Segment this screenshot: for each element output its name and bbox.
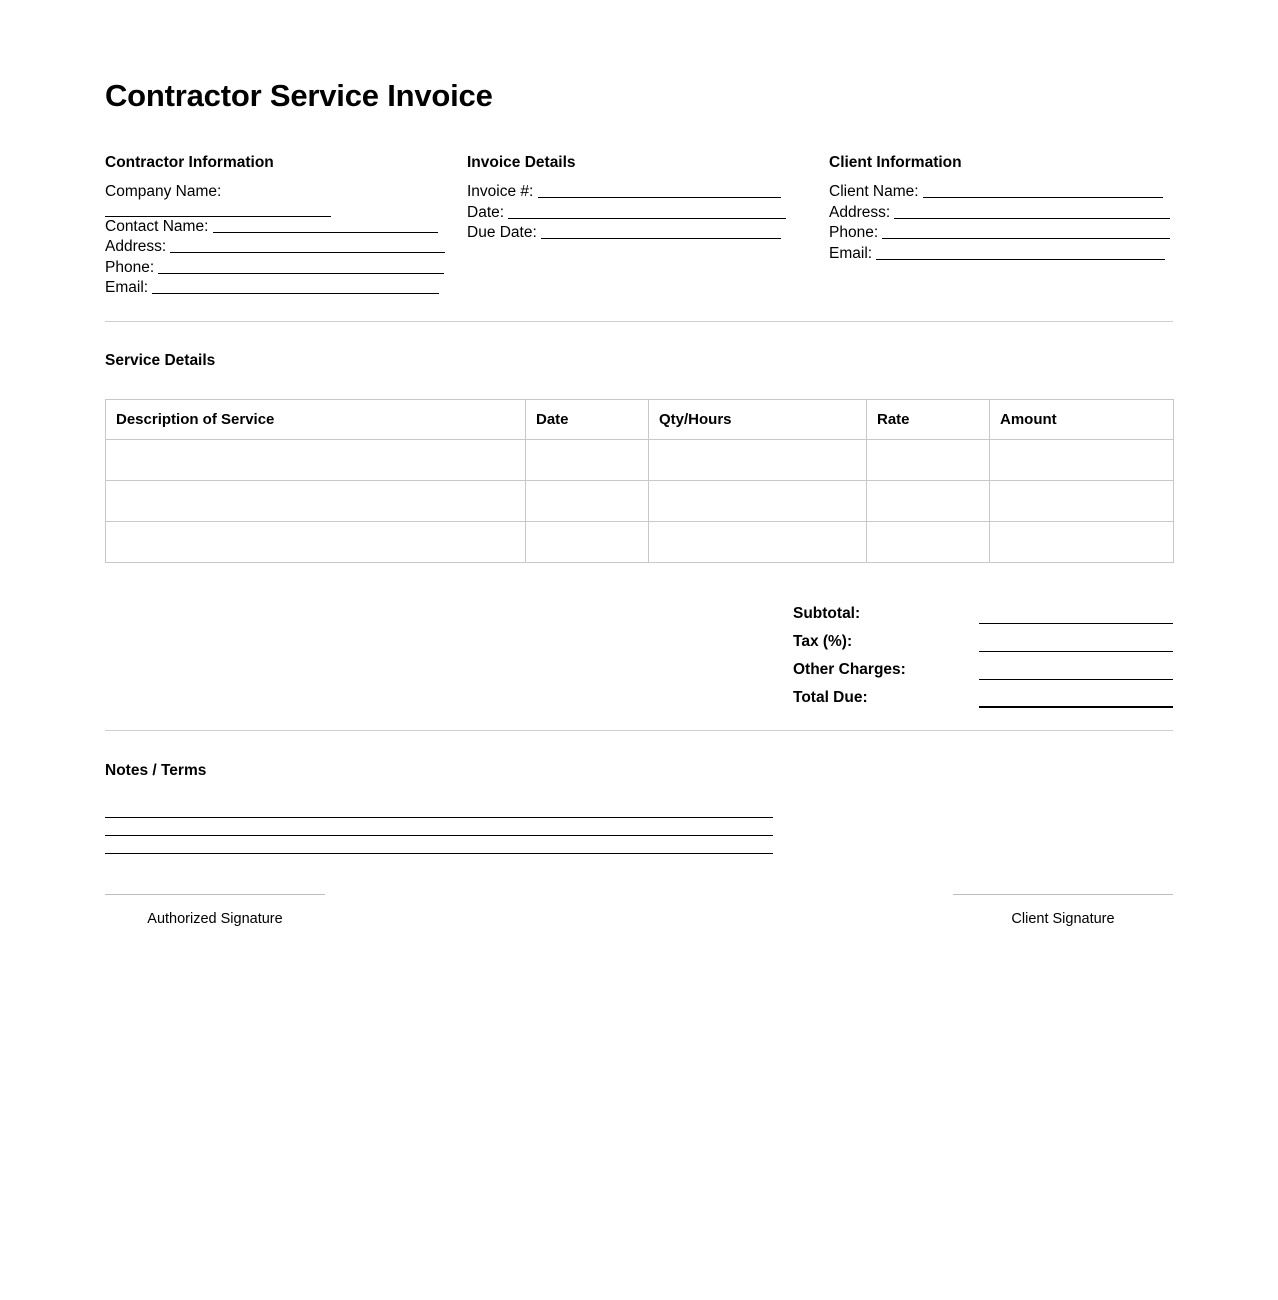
notes-terms-heading: Notes / Terms <box>105 762 207 780</box>
contractor-information-heading: Contractor Information <box>105 153 274 171</box>
field-input-client-phone[interactable] <box>882 223 1170 239</box>
service-details-table <box>105 399 1174 563</box>
cell-amount[interactable] <box>990 522 1174 563</box>
field-client-address <box>829 203 1173 224</box>
field-input-contractor-phone[interactable] <box>158 258 444 274</box>
total-input-other-charges[interactable] <box>979 662 1173 680</box>
field-label-client-email: Email: <box>829 244 873 262</box>
total-label-total-due: Total Due: <box>793 689 868 707</box>
field-company-name <box>105 182 467 217</box>
field-invoice-number <box>467 182 829 203</box>
field-label-invoice-date: Date: <box>467 203 505 221</box>
field-label-contractor-phone: Phone: <box>105 258 155 276</box>
field-input-contact-name[interactable] <box>213 217 438 233</box>
client-information-block <box>829 154 1173 299</box>
cell-date[interactable] <box>526 522 649 563</box>
field-input-invoice-date[interactable] <box>508 203 786 219</box>
field-label-client-address: Address: <box>829 203 891 221</box>
field-invoice-date <box>467 203 829 224</box>
field-label-contractor-email: Email: <box>105 279 149 297</box>
field-label-client-name: Client Name: <box>829 183 919 201</box>
field-client-name <box>829 182 1173 203</box>
total-input-tax[interactable] <box>979 634 1173 652</box>
field-label-due-date: Due Date: <box>467 224 537 242</box>
column-header-amount: Amount <box>990 400 1174 440</box>
total-line-total-due <box>793 680 1173 708</box>
client-information-heading: Client Information <box>829 153 962 171</box>
total-line-tax <box>793 624 1173 652</box>
notes-input-line[interactable] <box>105 800 773 818</box>
client-signature-label: Client Signature <box>1011 910 1115 927</box>
notes-input-line[interactable] <box>105 818 773 836</box>
authorized-signature-label: Authorized Signature <box>147 910 283 927</box>
field-label-company-name: Company Name: <box>105 183 222 201</box>
contractor-information-block <box>105 154 467 299</box>
field-contractor-address <box>105 237 467 258</box>
column-header-date: Date <box>526 400 649 440</box>
notes-input-line[interactable] <box>105 836 773 854</box>
cell-qty-hours[interactable] <box>649 440 867 481</box>
field-label-contact-name: Contact Name: <box>105 217 209 235</box>
cell-qty-hours[interactable] <box>649 522 867 563</box>
field-input-client-email[interactable] <box>876 244 1165 260</box>
field-input-client-address[interactable] <box>894 203 1170 219</box>
field-input-invoice-number[interactable] <box>538 182 781 198</box>
cell-amount[interactable] <box>990 481 1174 522</box>
invoice-details-fields <box>467 182 829 244</box>
total-label-tax: Tax (%): <box>793 633 853 651</box>
field-client-phone <box>829 223 1173 244</box>
total-line-subtotal <box>793 596 1173 624</box>
invoice-details-heading: Invoice Details <box>467 153 576 171</box>
table-row <box>106 440 1174 481</box>
cell-amount[interactable] <box>990 440 1174 481</box>
authorized-signature-block <box>105 894 325 928</box>
table-row <box>106 522 1174 563</box>
field-label-invoice-number: Invoice #: <box>467 183 534 201</box>
field-input-contractor-email[interactable] <box>152 278 439 294</box>
cell-date[interactable] <box>526 440 649 481</box>
cell-rate[interactable] <box>867 522 990 563</box>
client-fields <box>829 182 1173 264</box>
field-input-contractor-address[interactable] <box>170 237 445 253</box>
column-header-rate: Rate <box>867 400 990 440</box>
field-input-client-name[interactable] <box>923 182 1163 198</box>
field-contact-name <box>105 217 467 238</box>
service-details-heading: Service Details <box>105 351 216 369</box>
column-header-qty-hours: Qty/Hours <box>649 400 867 440</box>
total-label-other-charges: Other Charges: <box>793 661 906 679</box>
field-client-email <box>829 244 1173 265</box>
column-header-description: Description of Service <box>106 400 526 440</box>
table-row <box>106 481 1174 522</box>
cell-qty-hours[interactable] <box>649 481 867 522</box>
cell-description[interactable] <box>106 522 526 563</box>
page-title: Contractor Service Invoice <box>105 78 493 113</box>
client-signature-block <box>953 894 1173 928</box>
total-label-subtotal: Subtotal: <box>793 605 861 623</box>
field-contractor-phone <box>105 258 467 279</box>
table-header-row <box>106 400 1174 440</box>
cell-description[interactable] <box>106 440 526 481</box>
info-columns <box>105 154 1173 299</box>
field-input-company-name[interactable] <box>105 203 331 217</box>
field-label-contractor-address: Address: <box>105 238 167 256</box>
invoice-details-block <box>467 154 829 299</box>
field-label-client-phone: Phone: <box>829 224 879 242</box>
field-contractor-email <box>105 278 467 299</box>
total-line-other-charges <box>793 652 1173 680</box>
cell-rate[interactable] <box>867 440 990 481</box>
signature-row <box>105 894 1173 928</box>
notes-terms-lines <box>105 800 773 854</box>
cell-date[interactable] <box>526 481 649 522</box>
total-input-subtotal[interactable] <box>979 606 1173 624</box>
cell-description[interactable] <box>106 481 526 522</box>
field-input-due-date[interactable] <box>541 223 781 239</box>
totals-block <box>793 596 1173 708</box>
field-due-date <box>467 223 829 244</box>
contractor-fields <box>105 182 467 299</box>
cell-rate[interactable] <box>867 481 990 522</box>
total-input-total-due[interactable] <box>979 689 1173 708</box>
